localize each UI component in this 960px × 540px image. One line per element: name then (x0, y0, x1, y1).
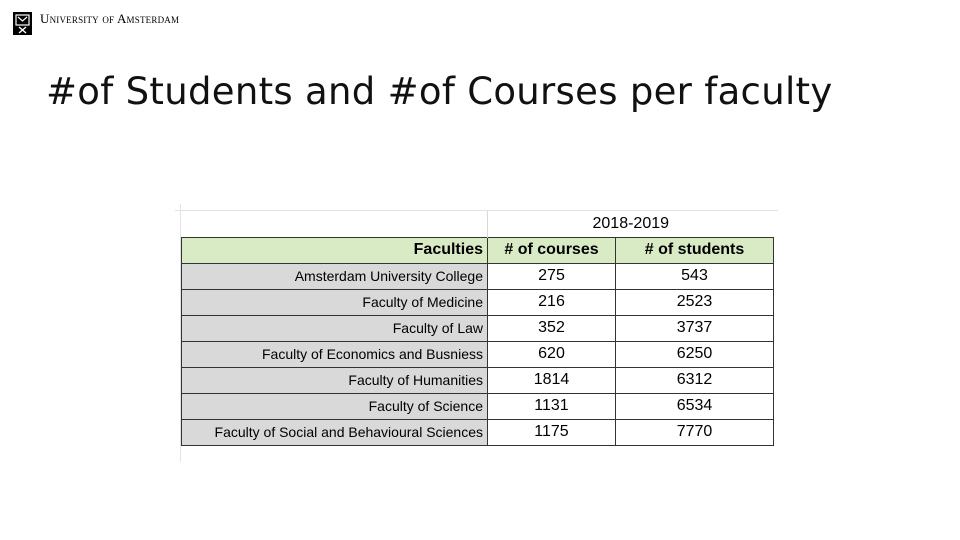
table-row (182, 315, 774, 341)
students-value: 2523 (616, 289, 774, 315)
students-value: 6534 (616, 393, 774, 419)
year-label: 2018-2019 (592, 214, 670, 232)
courses-value: 1175 (488, 419, 616, 445)
blank-cell (182, 211, 488, 237)
faculty-name: Faculty of Social and Behavioural Sciences (182, 419, 488, 445)
table-row (182, 341, 774, 367)
faculty-name: Faculty of Medicine (182, 289, 488, 315)
slide-title: #of Students and #of Courses per faculty (46, 70, 833, 113)
faculty-name: Faculty of Science (182, 393, 488, 419)
table-row (182, 263, 774, 289)
students-value: 7770 (616, 419, 774, 445)
header-bar (13, 11, 179, 35)
courses-value: 1814 (488, 367, 616, 393)
table-row (182, 367, 774, 393)
students-value: 3737 (616, 315, 774, 341)
courses-value: 620 (488, 341, 616, 367)
courses-value: 352 (488, 315, 616, 341)
faculty-table-image (175, 204, 778, 462)
column-header-students: # of students (616, 237, 774, 263)
table-row (182, 393, 774, 419)
faculty-name: Faculty of Economics and Busniess (182, 341, 488, 367)
faculty-name: Faculty of Law (182, 315, 488, 341)
faculty-name: Amsterdam University College (182, 263, 488, 289)
courses-value: 275 (488, 263, 616, 289)
column-header-courses: # of courses (488, 237, 616, 263)
courses-value: 1131 (488, 393, 616, 419)
students-value: 543 (616, 263, 774, 289)
faculty-name: Faculty of Humanities (182, 367, 488, 393)
header-row (182, 237, 774, 263)
faculty-table (181, 211, 774, 446)
gridline (175, 204, 778, 211)
students-value: 6312 (616, 367, 774, 393)
column-header-faculties: Faculties (182, 237, 488, 263)
students-value: 6250 (616, 341, 774, 367)
courses-value: 216 (488, 289, 616, 315)
year-row (182, 211, 774, 237)
table-row (182, 289, 774, 315)
uva-logo-icon (13, 12, 32, 35)
university-name: University of Amsterdam (40, 11, 180, 26)
table-row (182, 419, 774, 445)
